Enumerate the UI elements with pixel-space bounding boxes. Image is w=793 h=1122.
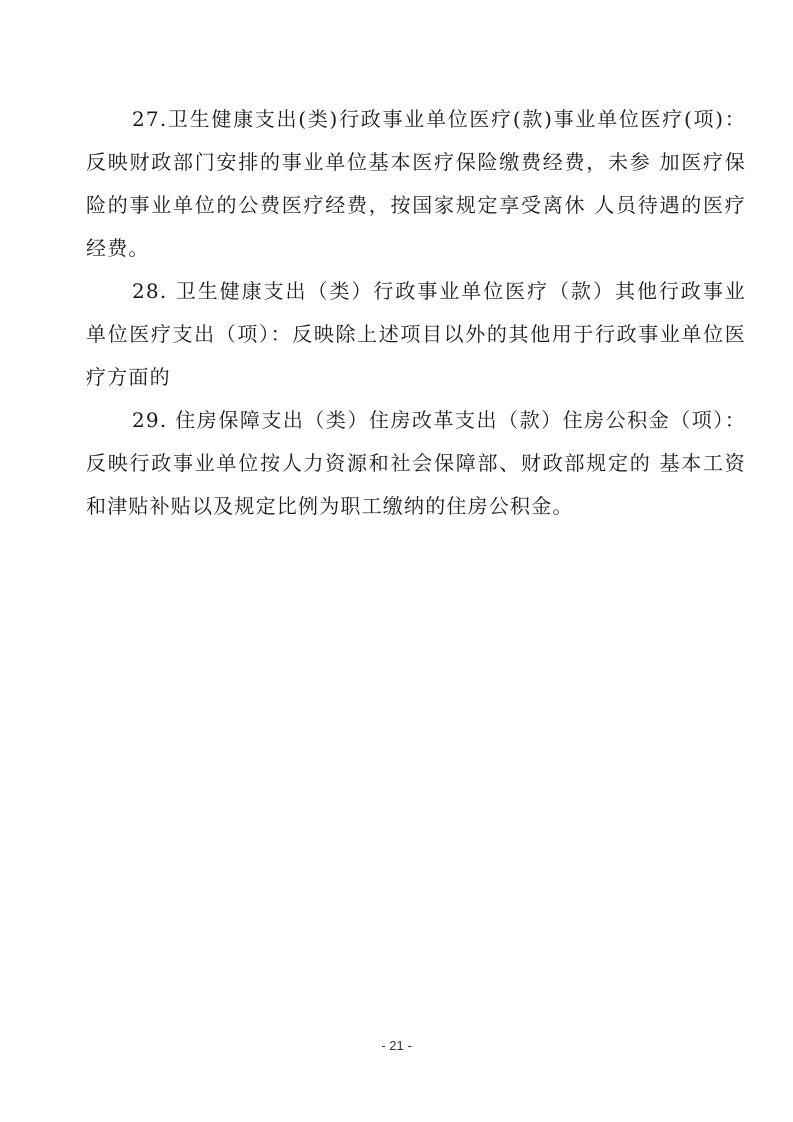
page-number: - 21 - — [381, 1038, 412, 1053]
paragraph-29: 29. 住房保障支出（类）住房改革支出（款）住房公积金（项）：反映行政事业单位按人力资源和社会保障部、财政部规定的 基本工资和津贴补贴以及规定比例为职工缴纳的住房公积金。 — [86, 408, 746, 518]
paragraph-28: 28. 卫生健康支出（类）行政事业单位医疗（款）其他行政事业单位医疗支出（项）：反映除上述项目以外的其他用于行政事业单位医疗方面的 — [86, 279, 746, 389]
document-body — [86, 98, 746, 528]
paragraph-27: 27.卫生健康支出(类)行政事业单位医疗(款)事业单位医疗(项)：反映财政部门安排的事业单位基本医疗保险缴费经费，未参 加医疗保险的事业单位的公费医疗经费，按国家规定享受离休 人员待遇的医疗经费。 — [86, 107, 746, 260]
